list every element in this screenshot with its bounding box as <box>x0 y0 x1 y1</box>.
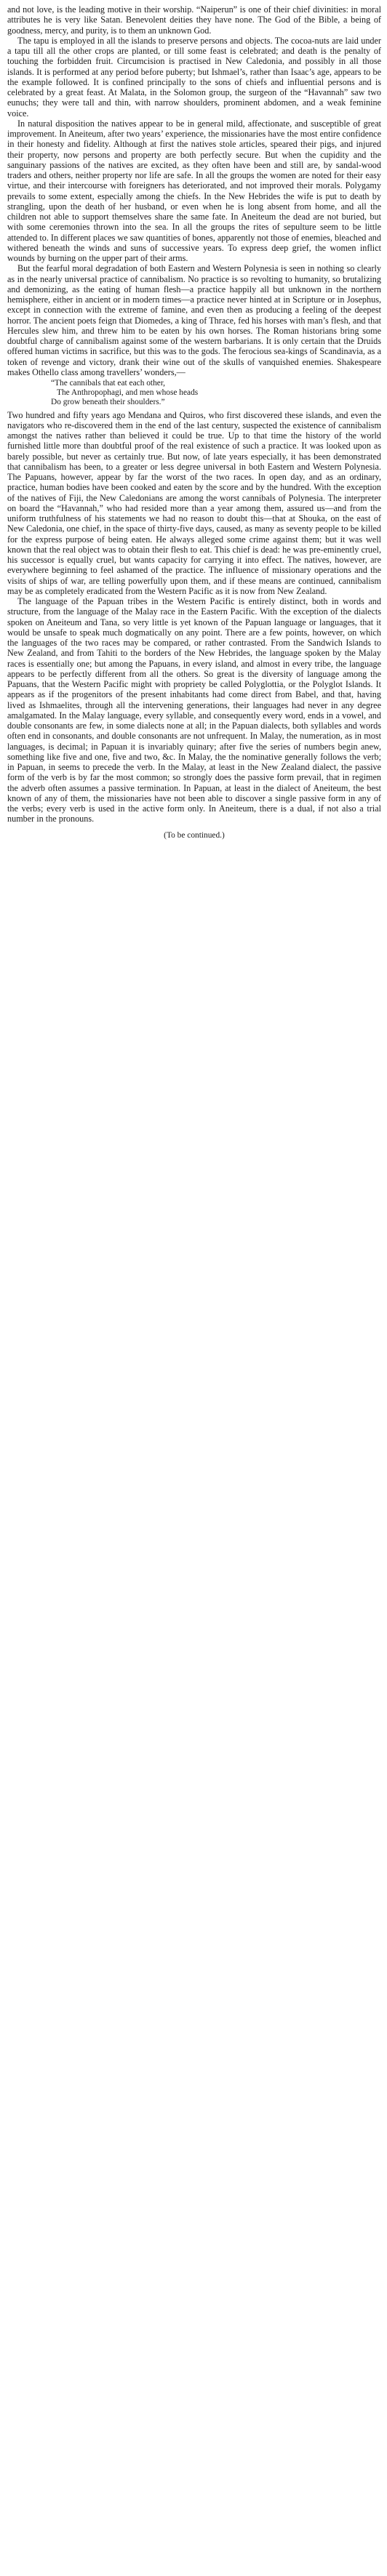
paragraph-1: and not love, is the leading motive in their worship. “Naiperun” is one of their chief divinities: in moral attributes he is very like Satan. Benevolent deities they have none. The God of the Bible, a being of goodness, mercy, and purity, is to them an unknown God. <box>7 4 381 36</box>
poem-line-3: Do grow beneath their shoulders.” <box>51 398 165 407</box>
paragraph-6: The language of the Papuan tribes in the Western Pacific is entirely distinct, both in words and structure, from the language of the Malay race in the Eastern Pacific. With the exception of the dialects spoken on Aneiteum and Tana, so very little is yet known of the Papuan language or languages, that it would be unsafe to speak much dogmatically on any point. There are a few points, however, on which the languages of the two races may be compared, or rather contrasted. From the Sandwich Islands to New Zealand, and from Tahiti to the borders of the New Hebrides, the language spoken by the Malay races is essentially one; but among the Papuans, in every island, and almost in every tribe, the language appears to be perfectly different from all the others. So great is the diversity of language among the Papuans, that the Western Pacific might with propriety be called Polyglottia, or the Polyglot Islands. It appears as if the progenitors of the present inhabitants had come direct from Babel, and that, having lived as Ishmaelites, through all the intervening generations, their languages had never in any degree amalgamated. In the Malay language, every syllable, and consequently every word, ends in a vowel, and double consonants are few, in some dialects none at all; in the Papuan dialects, both syllables and words often end in consonants, and double consonants are not unfrequent. In Malay, the numeration, as in most languages, is decimal; in Papuan it is invariably quinary; after five the series of numbers begin anew, something like five and one, five and two, &c. In Malay, the the nominative generally follows the verb; in Papuan, in seems to precede the verb. In the Malay, at least in the New Zealand dialect, the passive form of the verb is by far the most common; so strongly does the passive form prevail, that in regimen the adverb often assumes a passive termination. In Papuan, at least in the dialect of Aneiteum, the best known of any of them, the missionaries have not been able to discover a single passive form in any of the verbs; every verb is used in the active form only. In Aneiteum, there is a dual, if not also a trial number in the pronouns. <box>7 596 381 824</box>
poem-line-1: “The cannibals that eat each other, <box>51 379 166 388</box>
poem-line-2: The Anthropophagi, and men whose heads <box>57 388 199 398</box>
paragraph-4: But the fearful moral degradation of both Eastern and Western Polynesia is seen in nothing so clearly as in the nearly universal practice of cannibalism. No practice is so revolting to humanity, so brutalizing and demonizing, as the eating of human flesh—a practice happily all but unknown in the northern hemisphere, either in ancient or in modern times—a practice never hinted at in Scripture or in Josephus, except in connection with the extreme of famine, and even then as producing a feeling of the deepest horror. The ancient poets feign that Diomedes, a king of Thrace, fed his horses with man’s flesh, and that Hercules slew him, and threw him to be eaten by his own horses. The Roman historians bring some doubtful charge of cannibalism against some of the western barbarians. It is only certain that the Druids offered human victims in sacrifice, but this was to the gods. The ferocious sea-kings of Scandinavia, as a token of revenge and victory, drank their wine out of the skulls of vanquished enemies. Shakespeare makes Othello class among travellers’ wonders,— <box>7 263 381 377</box>
paragraph-2: The tapu is employed in all the islands to preserve persons and objects. The cocoa-nuts are laid under a tapu till all the other crops are planted, or till some feast is celebrated; and death is the penalty of touching the forbidden fruit. Circumcision is practised in New Caledonia, and possibly in all those islands. It is performed at any period before puberty; but Ishmael’s, rather than Isaac’s age, appears to be the example followed. It is confined principally to the sons of chiefs and influential persons and is celebrated by a great feast. At Malata, in the Solomon group, the surgeon of the “Havannah” saw two eunuchs; they were tall and thin, with narrow shoulders, prominent abdomen, and a weak feminine voice. <box>7 35 381 119</box>
poem-quote <box>51 379 381 408</box>
to-be-continued: (To be continued.) <box>164 830 225 840</box>
paragraph-3: In natural disposition the natives appear to be in general mild, affectionate, and susceptible of great improvement. In Aneiteum, after two years’ experience, the missionaries have the most entire confidence in their honesty and fidelity. Although at first the natives stole articles, speared their pigs, and injured their property, now persons and property are both perfectly secure. But when the cupidity and the sanguinary passions of the natives are excited, as they often have been and still are, by sandal-wood traders and others, neither property nor life are safe. In all the groups the women are noted for their easy virtue, and their intercourse with foreigners has deteriorated, and not improved their morals. Polygamy prevails to some extent, especially among the chiefs. In the New Hebrides the wife is put to death by strangling, upon the death of her husband, or even when he is long absent from home, and all the children not able to support themselves share the same fate. In Aneiteum the dead are not buried, but with some ceremonies thrown into the sea. In all the groups the rites of sepulture seem to be little attended to. In different places we saw quantities of bones, apparently not those of enemies, bleached and withered beneath the winds and suns of successive years. To express deep grief, the women inflict wounds by burning on the upper part of their arms. <box>7 118 381 263</box>
paragraph-5: Two hundred and fifty years ago Mendana and Quiros, who first discovered these islands, and even the navigators who re-discovered them in the end of the last century, suspected the existence of cannibalism amongst the natives rather than believed it could be true. Up to that time the history of the world furnished little more than doubtful proof of the real existence of such a practice. It was looked upon as barely possible, but never as certainly true. But now, of late years especially, it has been demonstrated that cannibalism has been, to a greater or less degree universal in both Eastern and Western Polynesia. The Papuans, however, appear by far the worst of the two races. In open day, and as an ordinary, practice, human bodies have been cooked and eaten by the score and by the hundred. With the exception of the natives of Fiji, the New Caledonians are among the worst cannibals of Polynesia. The interpreter on board the “Havannah,” who had resided more than a year among them, assured us—and from the uniform truthfulness of his statements we had no reason to doubt this—that at Shouka, on the east of New Caledonia, one chief, in the space of thirty-five days, caused, as many as seventy people to be killed for the express purpose of being eaten. He always alleged some crime against them; but it was well known that the real object was to obtain their flesh to eat. This chief is dead: he was pre-eminently cruel, his successor is equally cruel, but wants capacity for carrying it into effect. The natives, however, are everywhere beginning to feel ashamed of the practice. The influence of missionary operations and the visits of ships of war, are telling powerfully upon them, and if these means are continued, cannibalism may be as completely eradicated from the Western Pacific as it is now from New Zealand. <box>7 409 381 596</box>
